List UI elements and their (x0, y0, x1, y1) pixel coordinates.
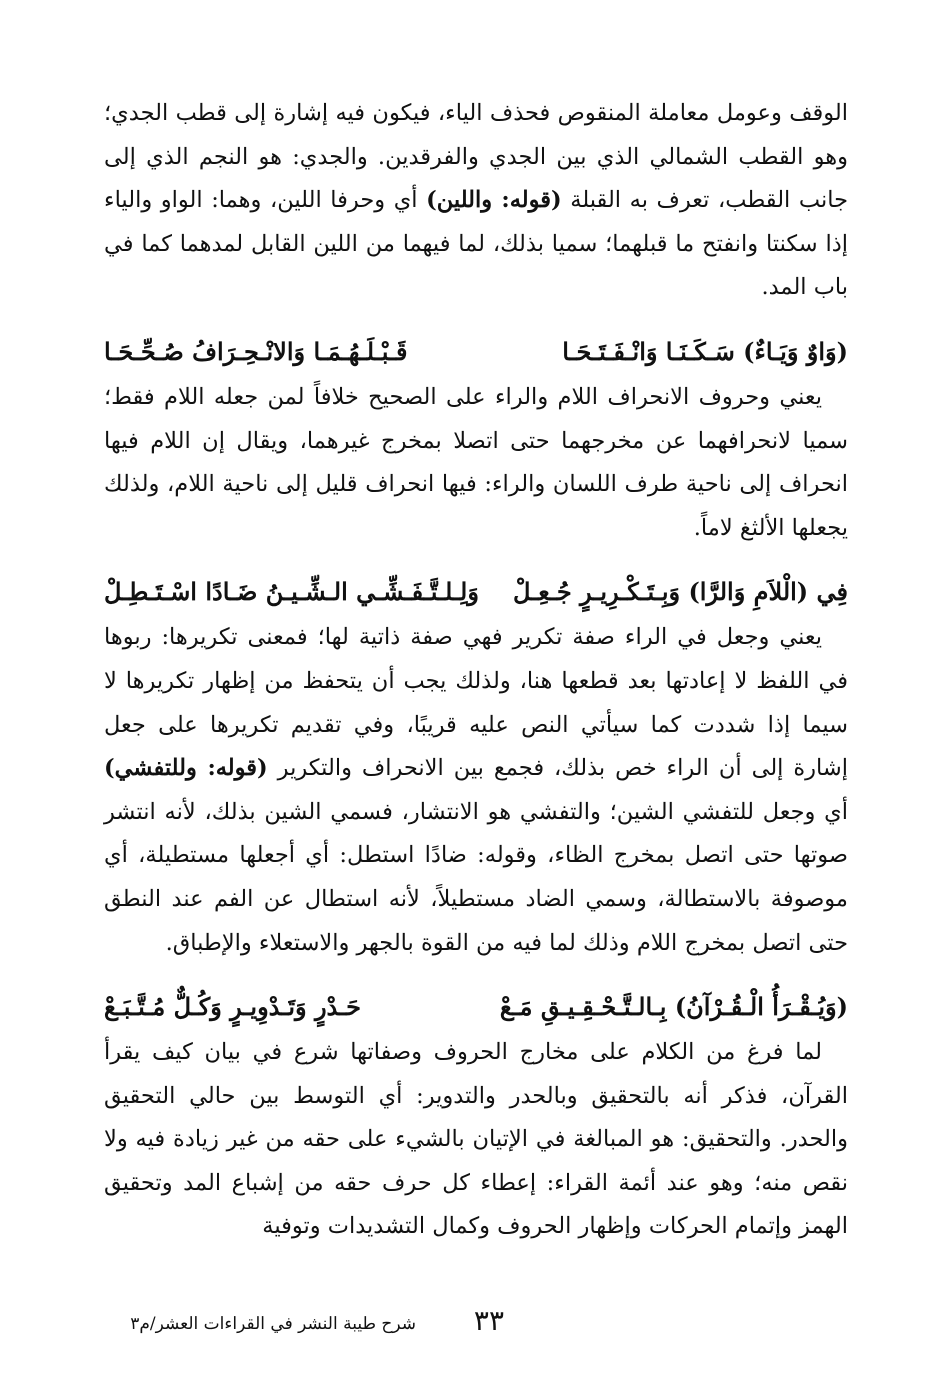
text-segment: أي وجعل للتفشي الشين؛ والتفشي هو الانتشار، فسمي الشين بذلك، لأنه انتشر صوتها حتى اتصل بمخرج الظاء، وقوله: ضادًا استطل: أي أجعلها مستطيلة، أي موصوفة بالاستطالة، وسمي الضاد مستطيلاً، لأنه استطال عن الفم عند النطق حتى اتصل بمخرج اللام وذلك لما فيه من القوة بالجهر والاستعلاء والإطباق. (104, 798, 848, 956)
text-segment: الوقف وعومل معاملة المنقوص فحذف الياء، فيكون فيه إشارة إلى قطب الجدي؛ وهو القطب الشمالي الذي بين الجدي والفرقدين. والجدي: هو النجم الذي إلى جانب القطب، تعرف به القبلة (104, 100, 849, 214)
text-segment: يعني وجعل في الراء صفة تكرير فهي صفة ذاتية لها؛ فمعنى تكريرها: ربوها في اللفظ لا إعادتها بعد قطعها هنا، ولذلك يجب أن يتحفظ من إظهار تكريرها لا سيما إذا شددت كما سيأتي النص عليه قريبًا، وفي تقديم تكريرها على جعل إشارة إلى أن الراء خص بذلك، فجمع بين الانحراف والتكرير (104, 624, 848, 782)
paragraph (104, 616, 848, 965)
text-flow (104, 92, 848, 1249)
verse-first-hemistich: (وَاوٌ وَيَـاءٌ) سَـكَـنَـا وَانْـفَـتَـحَـا (562, 336, 848, 366)
page-body (104, 92, 848, 1249)
paragraph (104, 1031, 848, 1249)
paragraph (104, 376, 848, 550)
quoted-term: (قوله: واللين) (426, 187, 562, 214)
poem-verse (104, 987, 848, 1027)
verse-first-hemistich: فِي (الْلاَمِ وَالرَّا) وَبِـتَـكْـرِيـرٍ جُـعِـلْ (513, 577, 848, 607)
poem-verse (104, 332, 848, 372)
verse-second-hemistich: وَلِـلـتَّـفَـشِّـي الـشِّـيـنُ ضَـادًا اسْـتَـطِـلْ (104, 577, 479, 607)
verse-first-hemistich: (وَيُـقْـرَأُ الْـقُـرْآنُ) بِـالـتَّـحْـقِـيـقِ مَـعْ (499, 992, 848, 1022)
text-segment: يعني وحروف الانحراف اللام والراء على الصحيح خلافاً لمن جعله اللام فقط؛ سميا لانحرافهما عن مخرجهما حتى اتصلا بمخرج غيرهما، ويقال إن اللام فيها انحراف إلى ناحية طرف اللسان والراء: فيها انحراف قليل إلى ناحية اللام، ولذلك يجعلها الألثغ لاماً. (104, 383, 848, 541)
paragraph (104, 92, 848, 310)
quoted-term: (قوله: وللتفشي) (104, 755, 268, 782)
page-footer (104, 1302, 848, 1342)
page-number: ٣٣ (473, 1304, 504, 1337)
text-segment: أي وحرفا اللين، وهما: الواو والياء إذا سكنتا وانفتح ما قبلهما؛ سميا بذلك، لما فيهما من اللين القابل لمدهما كما في باب المد. (104, 187, 848, 301)
verse-second-hemistich: قَـبْـلَـهُـمَـا وَالانْـحِـرَافُ صُـحِّـحَـا (104, 336, 408, 366)
poem-verse (104, 572, 848, 612)
text-segment: لما فرغ من الكلام على مخارج الحروف وصفاتها شرع في بيان كيف يقرأ القرآن، فذكر أنه بالتحقيق وبالحدر والتدوير: أي التوسط بين حالي التحقيق والحدر. والتحقيق: هو المبالغة في الإتيان بالشيء على حقه من غير زيادة فيه ولا نقص منه؛ وهو عند أئمة القراء: إعطاء كل حرف حقه من إشباع المد وتحقيق الهمز وإتمام الحركات وإظهار الحروف وكمال التشديدات وتوفية (104, 1039, 848, 1240)
book-title-footer: شرح طيبة النشر في القراءات العشر/م٣ (130, 1314, 416, 1334)
verse-second-hemistich: حَـدْرٍ وَتَـدْوِيـرٍ وَكُـلٌّ مُـتَّـبَـعْ (104, 992, 361, 1022)
